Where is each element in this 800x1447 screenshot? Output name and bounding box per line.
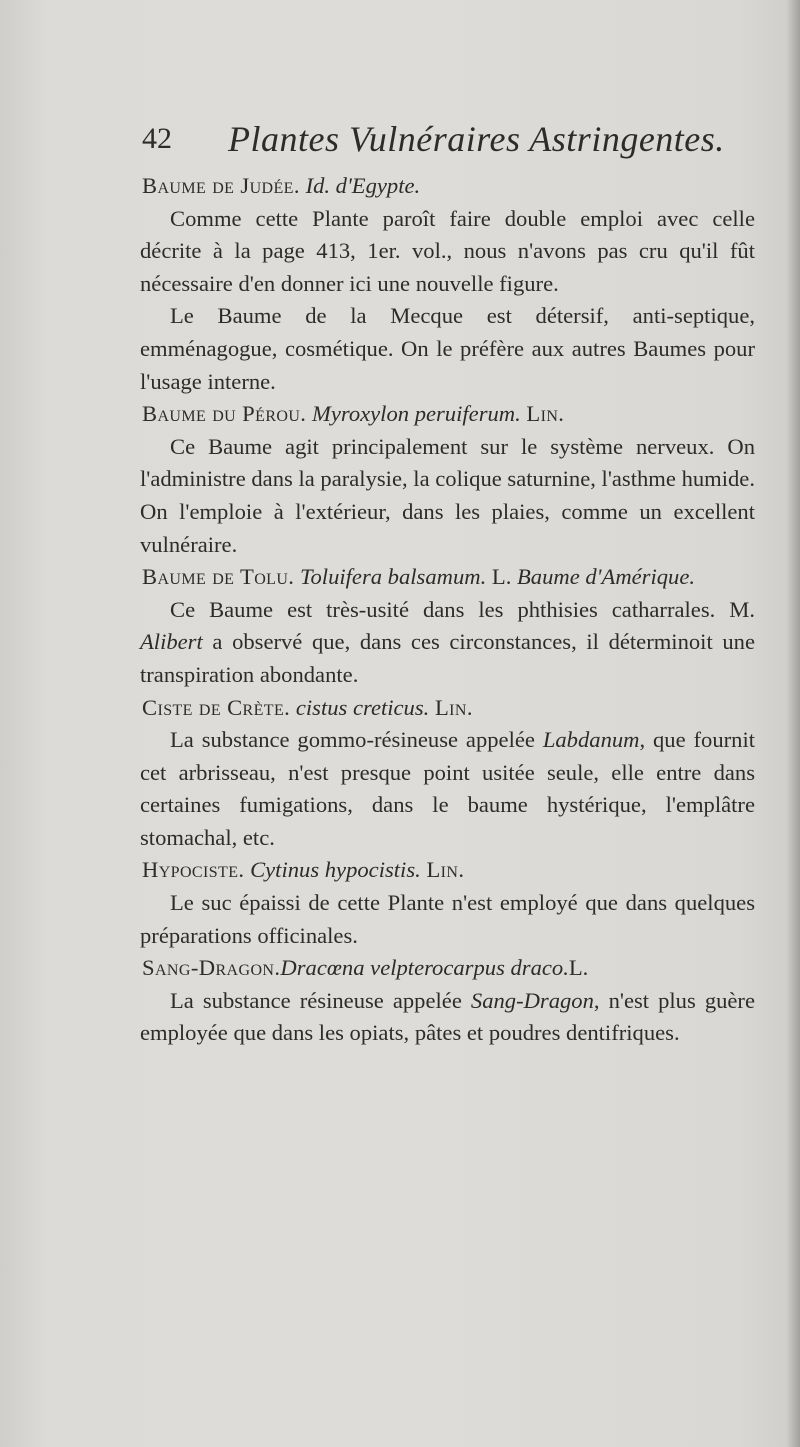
entry-name: Ciste de Crète. <box>142 694 291 720</box>
page-content <box>140 118 755 1050</box>
entry-synonym: Baume d'Amérique. <box>517 564 696 590</box>
entry-heading-baume-perou <box>140 398 755 431</box>
paragraph-text: , n'est plus guère employée que dans les opiats, pâtes et poudres dentifriques. <box>140 987 755 1046</box>
entry-authority: L. <box>491 564 512 590</box>
entry-paragraph: Le Baume de la Mecque est détersif, anti-septique, emménagogue, cosmétique. On le préfère aux autres Baumes pour l'usage interne. <box>140 303 755 394</box>
entry-name: Baume du Pérou. <box>142 401 307 427</box>
entry-latin: Cytinus hypocistis. <box>250 857 421 883</box>
paragraph-text: M. <box>729 596 755 622</box>
entry-name: Sang-Dragon. <box>142 955 281 981</box>
entry-paragraph <box>140 724 755 854</box>
entry-name: Baume de Tolu. <box>142 564 295 590</box>
entry-latin: Toluifera balsamum. <box>300 564 487 590</box>
substance-name: Labdanum <box>542 727 640 753</box>
entry-paragraph: Le suc épaissi de cette Plante n'est employé que dans quelques préparations officinales. <box>140 890 755 948</box>
substance-name: Sang-Dragon <box>470 987 594 1013</box>
entry-heading-baume-tolu <box>140 561 755 594</box>
paragraph-text: La substance résineuse appelée <box>170 987 471 1013</box>
entry-heading-ciste <box>140 692 755 725</box>
paragraph-text: Ce Baume est très-usité dans les phthisies catharrales. <box>170 596 730 622</box>
entry-latin: Dracœna velpterocarpus draco. <box>280 955 569 981</box>
entry-name: Baume de Judée. <box>142 173 300 198</box>
page-header <box>140 118 755 170</box>
entry-authority: Lin. <box>426 857 465 883</box>
entry-authority: Lin. <box>434 694 473 720</box>
entry-latin: Myroxylon peruiferum. <box>312 401 521 427</box>
page-number: 42 <box>142 122 172 155</box>
entry-paragraph: Ce Baume agit principalement sur le système nerveux. On l'administre dans la paralysie, la colique saturnine, l'asthme humide. On l'emploie à l'extérieur, dans les plaies, comme un excellent vulnéraire. <box>140 433 755 557</box>
entry-paragraph <box>140 985 755 1050</box>
entry-name: Hypociste. <box>142 857 245 883</box>
entry-heading-sang-dragon <box>140 952 755 985</box>
entry-paragraph-tolu <box>140 594 755 692</box>
entry-heading-hypociste <box>140 854 755 887</box>
entry-paragraph: Comme cette Plante paroît faire double emploi avec celle décrite à la page 413, 1er. vol., nous n'avons pas cru qu'il fût nécessaire d'en donner ici une nouvelle figure. <box>140 205 755 296</box>
running-title: Plantes Vulnéraires Astringentes. <box>228 119 725 159</box>
entry-heading-baume-judee <box>140 170 755 203</box>
entry-latin: Id. d'Egypte. <box>305 173 421 198</box>
page-edge-shadow <box>786 0 800 1447</box>
entry-authority: Lin. <box>526 401 565 427</box>
paragraph-text: a observé que, dans ces circonstances, il déterminoit une transpiration abondante. <box>140 629 755 687</box>
entry-latin: cistus creticus. <box>295 694 430 720</box>
paragraph-text: , que fournit cet arbrisseau, n'est presque point usitée seule, elle entre dans certaines fumigations, dans le baume hystérique, l'emplâtre stomachal, etc. <box>140 727 756 850</box>
entry-authority: L. <box>568 955 589 981</box>
person-name: Alibert <box>140 629 203 655</box>
paragraph-text: La substance gommo-résineuse appelée <box>170 727 543 753</box>
